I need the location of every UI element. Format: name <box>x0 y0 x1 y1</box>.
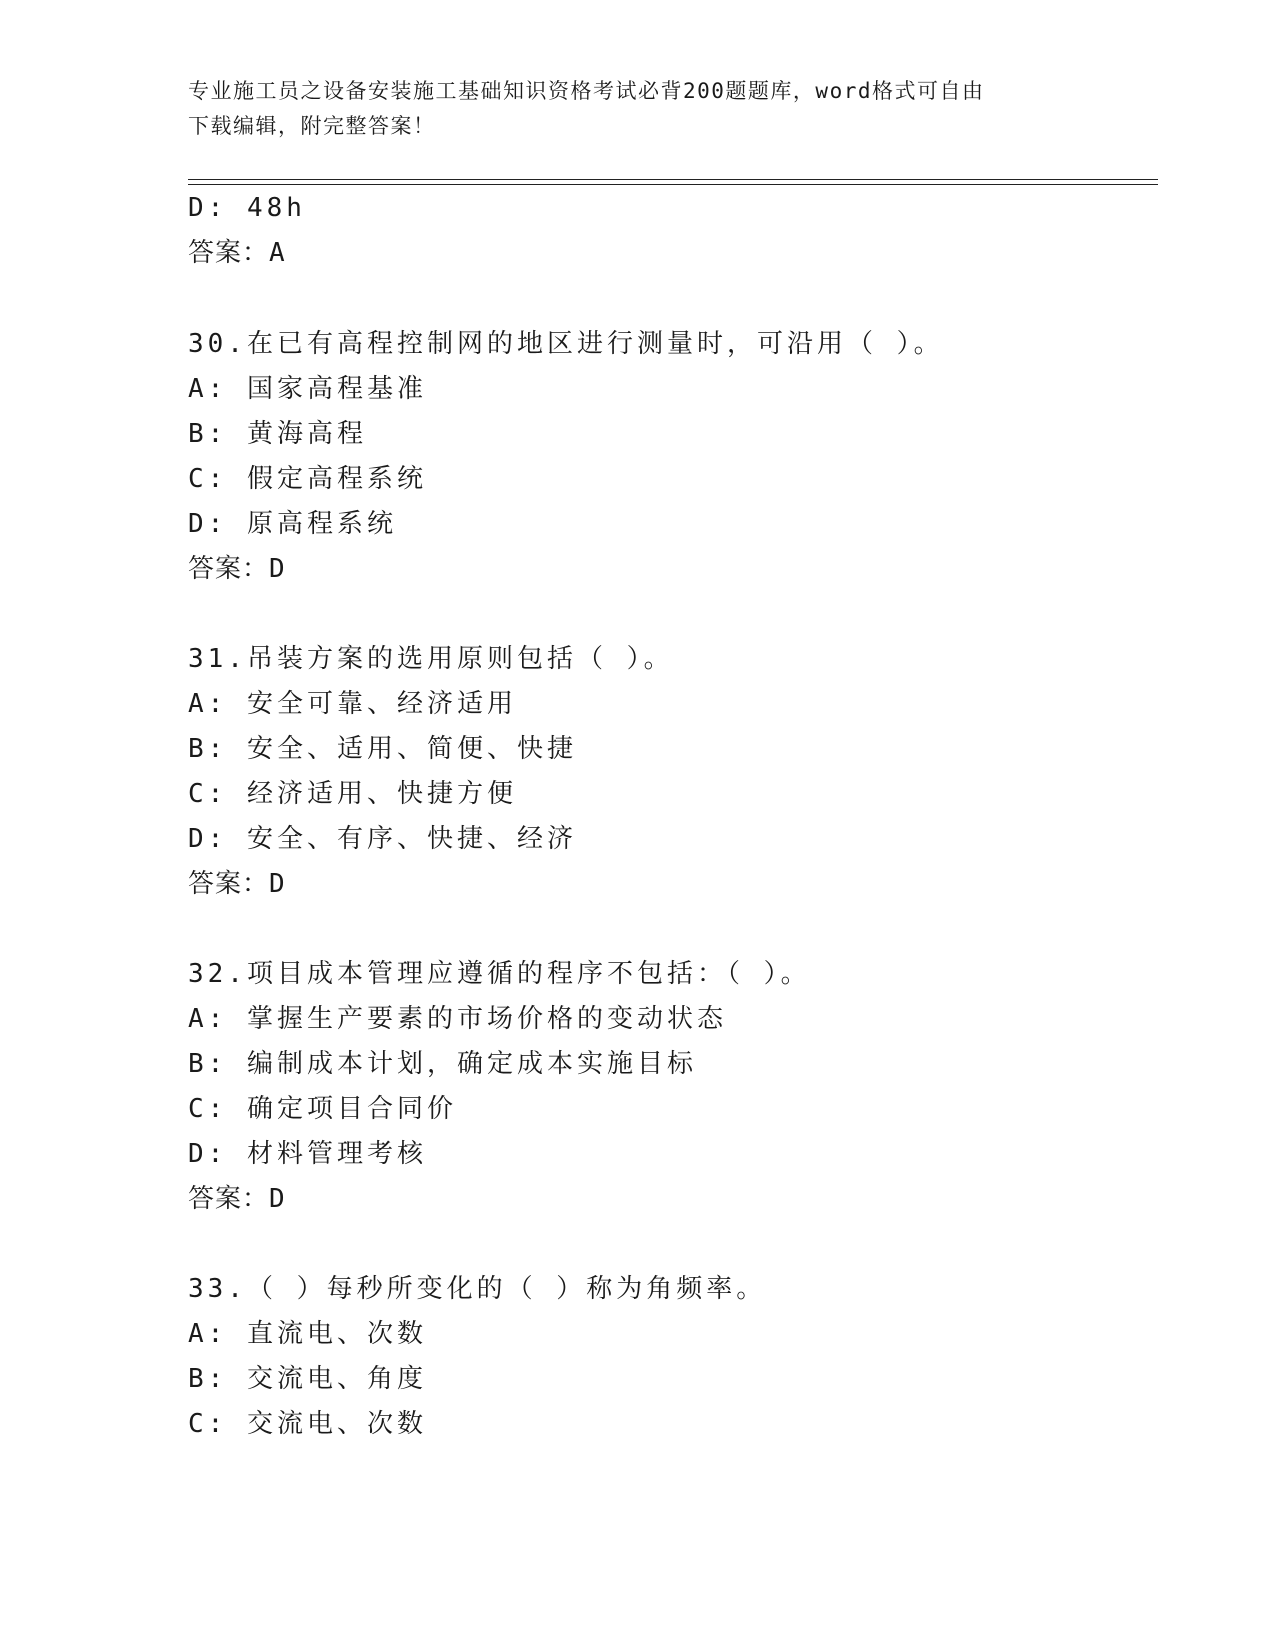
option-line: B: 编制成本计划，确定成本实施目标 <box>188 1049 697 1079</box>
answer-line: 答案：D <box>188 554 286 584</box>
option-line: C: 经济适用、快捷方便 <box>188 779 517 809</box>
option-line: A: 安全可靠、经济适用 <box>188 689 517 719</box>
question-line: 33.（ ）每秒所变化的（ ）称为角频率。 <box>188 1274 767 1304</box>
answer-line: 答案：D <box>188 1184 286 1214</box>
question-line: 31.吊装方案的选用原则包括（ ）。 <box>188 644 674 674</box>
header-line-2: 下载编辑，附完整答案！ <box>188 114 436 138</box>
document-header <box>188 74 1088 144</box>
option-line: B: 黄海高程 <box>188 419 367 449</box>
header-line-1: 专业施工员之设备安装施工基础知识资格考试必背200题题库，word格式可自由 <box>188 79 985 103</box>
header-divider-bottom <box>188 184 1158 185</box>
option-line: B: 交流电、角度 <box>188 1364 427 1394</box>
option-line: C: 确定项目合同价 <box>188 1094 457 1124</box>
question-line: 32.项目成本管理应遵循的程序不包括：（ ）。 <box>188 959 811 989</box>
option-line: D: 48h <box>188 193 306 223</box>
option-line: D: 安全、有序、快捷、经济 <box>188 824 577 854</box>
answer-line: 答案：D <box>188 869 286 899</box>
option-line: A: 掌握生产要素的市场价格的变动状态 <box>188 1004 727 1034</box>
option-line: C: 假定高程系统 <box>188 464 427 494</box>
option-line: A: 直流电、次数 <box>188 1319 427 1349</box>
answer-line: 答案：A <box>188 238 286 268</box>
option-line: D: 原高程系统 <box>188 509 397 539</box>
option-line: A: 国家高程基准 <box>188 374 427 404</box>
option-line: B: 安全、适用、简便、快捷 <box>188 734 577 764</box>
header-divider-top <box>188 179 1158 180</box>
question-line: 30.在已有高程控制网的地区进行测量时，可沿用（ ）。 <box>188 329 944 359</box>
option-line: D: 材料管理考核 <box>188 1139 427 1169</box>
option-line: C: 交流电、次数 <box>188 1409 427 1439</box>
